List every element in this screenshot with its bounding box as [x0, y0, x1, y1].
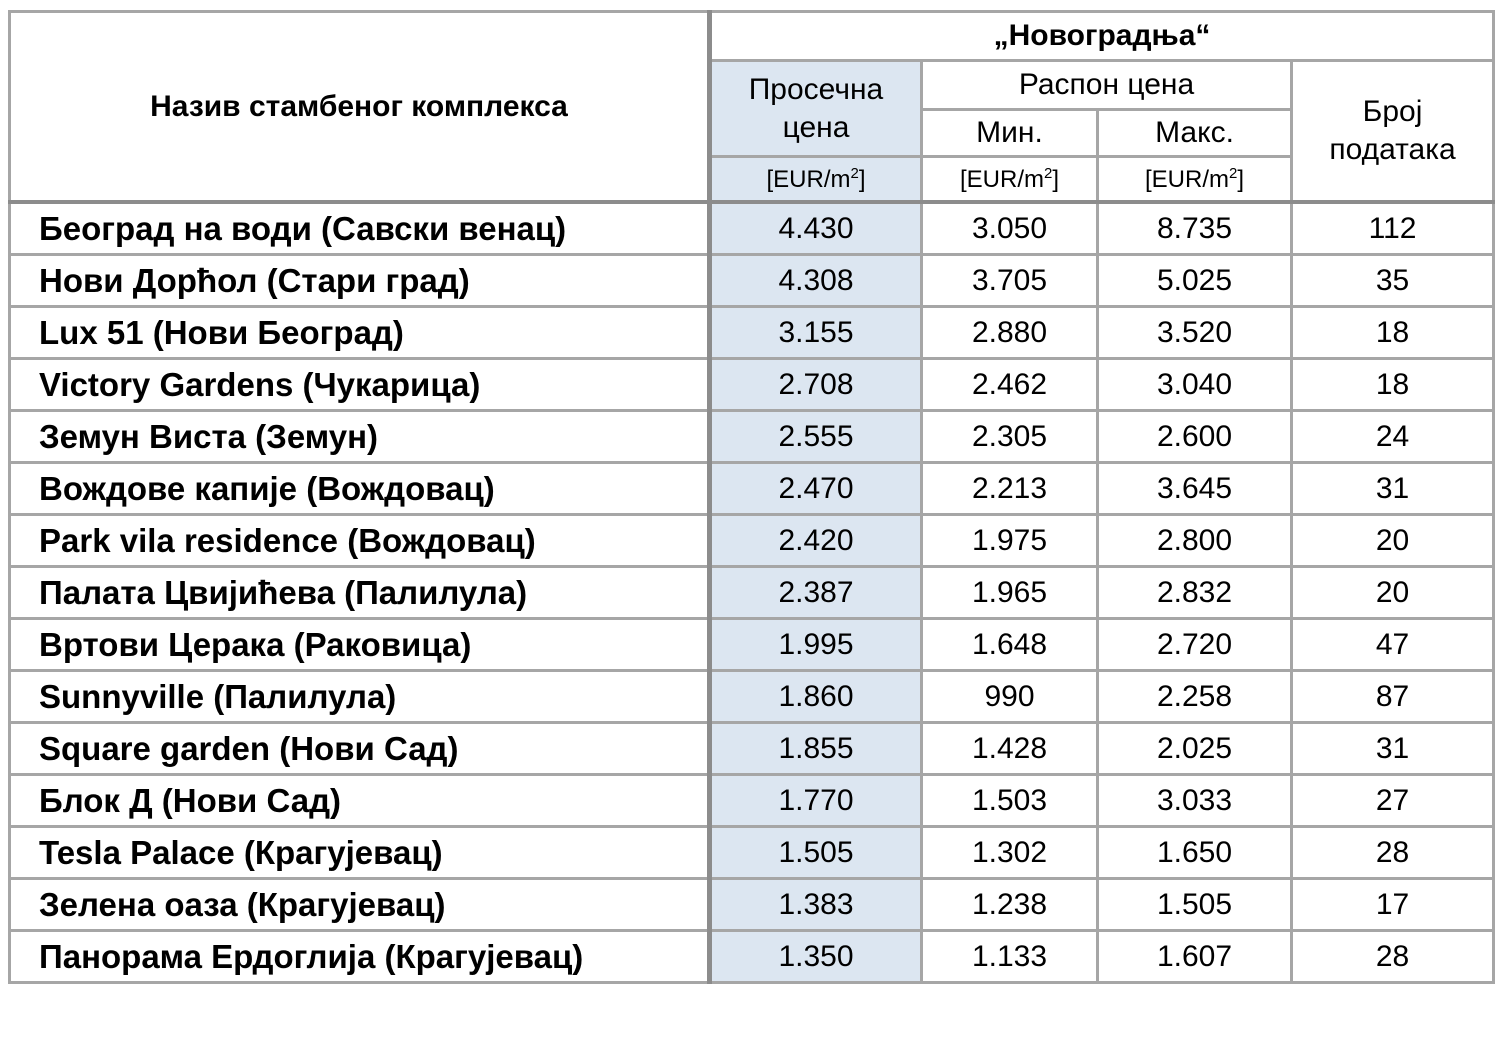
- data-count-cell: 31: [1292, 463, 1494, 515]
- table-row: [10, 567, 1494, 619]
- max-price-cell: 2.025: [1098, 723, 1292, 775]
- average-price-cell: 2.555: [710, 411, 922, 463]
- complex-name-cell: Victory Gardens (Чукарица): [10, 359, 710, 411]
- table-row: [10, 619, 1494, 671]
- min-price-cell: 1.428: [922, 723, 1098, 775]
- min-price-cell: 2.305: [922, 411, 1098, 463]
- complex-name-cell: Park vila residence (Вождовац): [10, 515, 710, 567]
- unit-superscript: 2: [1043, 164, 1053, 182]
- average-price-cell: 4.430: [710, 202, 922, 255]
- average-price-cell: 1.770: [710, 775, 922, 827]
- table-row: [10, 931, 1494, 983]
- header-data-count-line2: података: [1329, 133, 1456, 166]
- header-min: Мин.: [922, 110, 1098, 157]
- header-data-count-line1: Број: [1362, 95, 1423, 128]
- min-price-cell: 1.302: [922, 827, 1098, 879]
- complex-name-cell: Вождове капије (Вождовац): [10, 463, 710, 515]
- header-average-price-line1: Просечна: [748, 72, 884, 106]
- complex-name-cell: Зелена оаза (Крагујевац): [10, 879, 710, 931]
- complex-name-cell: Блок Д (Нови Сад): [10, 775, 710, 827]
- complex-name-cell: Вртови Церака (Раковица): [10, 619, 710, 671]
- complex-name-cell: Lux 51 (Нови Београд): [10, 307, 710, 359]
- data-count-cell: 20: [1292, 567, 1494, 619]
- min-price-cell: 2.213: [922, 463, 1098, 515]
- complex-name-cell: Square garden (Нови Сад): [10, 723, 710, 775]
- max-price-cell: 8.735: [1098, 202, 1292, 255]
- complex-name-cell: Sunnyville (Палилула): [10, 671, 710, 723]
- data-count-cell: 20: [1292, 515, 1494, 567]
- data-count-cell: 112: [1292, 202, 1494, 255]
- header-data-count: [1292, 61, 1494, 203]
- data-count-cell: 87: [1292, 671, 1494, 723]
- average-price-cell: 1.860: [710, 671, 922, 723]
- header-complex-name: Назив стамбеног комплекса: [10, 12, 710, 203]
- data-count-cell: 27: [1292, 775, 1494, 827]
- complex-name-cell: Tesla Palace (Крагујевац): [10, 827, 710, 879]
- complex-name-cell: Земун Виста (Земун): [10, 411, 710, 463]
- data-count-cell: 28: [1292, 931, 1494, 983]
- price-table: [8, 10, 1495, 984]
- min-price-cell: 3.705: [922, 255, 1098, 307]
- table-header: [10, 12, 1494, 203]
- max-price-cell: 3.040: [1098, 359, 1292, 411]
- unit-superscript: 2: [1228, 164, 1238, 182]
- table-row: [10, 515, 1494, 567]
- table-row: [10, 775, 1494, 827]
- unit-superscript: 2: [850, 164, 859, 182]
- table-row: [10, 827, 1494, 879]
- max-price-cell: 3.033: [1098, 775, 1292, 827]
- unit-min: [922, 157, 1098, 203]
- table-row: [10, 255, 1494, 307]
- table-body: [10, 202, 1494, 983]
- average-price-cell: 3.155: [710, 307, 922, 359]
- min-price-cell: 1.503: [922, 775, 1098, 827]
- min-price-cell: 1.648: [922, 619, 1098, 671]
- average-price-cell: 1.383: [710, 879, 922, 931]
- table-row: [10, 411, 1494, 463]
- data-count-cell: 35: [1292, 255, 1494, 307]
- data-count-cell: 17: [1292, 879, 1494, 931]
- header-max: Макс.: [1098, 110, 1292, 157]
- unit-close: ]: [1052, 165, 1059, 193]
- data-count-cell: 24: [1292, 411, 1494, 463]
- min-price-cell: 1.965: [922, 567, 1098, 619]
- min-price-cell: 990: [922, 671, 1098, 723]
- max-price-cell: 2.832: [1098, 567, 1292, 619]
- data-count-cell: 31: [1292, 723, 1494, 775]
- data-count-cell: 18: [1292, 307, 1494, 359]
- unit-average: [710, 157, 922, 203]
- unit-text: [EUR/m: [1144, 165, 1229, 193]
- table-row: [10, 307, 1494, 359]
- average-price-cell: 2.420: [710, 515, 922, 567]
- average-price-cell: 1.505: [710, 827, 922, 879]
- price-table-container: [8, 10, 1492, 1036]
- table-row: [10, 359, 1494, 411]
- max-price-cell: 2.600: [1098, 411, 1292, 463]
- min-price-cell: 2.462: [922, 359, 1098, 411]
- data-count-cell: 28: [1292, 827, 1494, 879]
- unit-close: ]: [1237, 165, 1244, 193]
- complex-name-cell: Нови Дорћол (Стари град): [10, 255, 710, 307]
- header-price-range: Распон цена: [922, 61, 1292, 110]
- unit-close: ]: [858, 165, 866, 193]
- max-price-cell: 3.645: [1098, 463, 1292, 515]
- header-average-price: [710, 61, 922, 157]
- complex-name-cell: Палата Цвијићева (Палилула): [10, 567, 710, 619]
- complex-name-cell: Београд на води (Савски венац): [10, 202, 710, 255]
- min-price-cell: 1.238: [922, 879, 1098, 931]
- data-count-cell: 47: [1292, 619, 1494, 671]
- average-price-cell: 4.308: [710, 255, 922, 307]
- min-price-cell: 1.133: [922, 931, 1098, 983]
- unit-text: [EUR/m: [959, 165, 1044, 193]
- table-row: [10, 879, 1494, 931]
- average-price-cell: 1.995: [710, 619, 922, 671]
- max-price-cell: 5.025: [1098, 255, 1292, 307]
- average-price-cell: 2.470: [710, 463, 922, 515]
- max-price-cell: 1.505: [1098, 879, 1292, 931]
- data-count-cell: 18: [1292, 359, 1494, 411]
- table-row: [10, 202, 1494, 255]
- table-row: [10, 671, 1494, 723]
- unit-text: [EUR/m: [766, 165, 851, 193]
- average-price-cell: 2.387: [710, 567, 922, 619]
- max-price-cell: 2.258: [1098, 671, 1292, 723]
- complex-name-cell: Панорама Ердоглија (Крагујевац): [10, 931, 710, 983]
- max-price-cell: 3.520: [1098, 307, 1292, 359]
- table-row: [10, 723, 1494, 775]
- min-price-cell: 2.880: [922, 307, 1098, 359]
- average-price-cell: 1.855: [710, 723, 922, 775]
- max-price-cell: 2.720: [1098, 619, 1292, 671]
- max-price-cell: 2.800: [1098, 515, 1292, 567]
- average-price-cell: 1.350: [710, 931, 922, 983]
- table-row: [10, 463, 1494, 515]
- average-price-cell: 2.708: [710, 359, 922, 411]
- unit-max: [1098, 157, 1292, 203]
- min-price-cell: 3.050: [922, 202, 1098, 255]
- max-price-cell: 1.607: [1098, 931, 1292, 983]
- header-group-title: „Новоградња“: [710, 12, 1494, 61]
- header-average-price-line2: цена: [782, 110, 850, 144]
- min-price-cell: 1.975: [922, 515, 1098, 567]
- max-price-cell: 1.650: [1098, 827, 1292, 879]
